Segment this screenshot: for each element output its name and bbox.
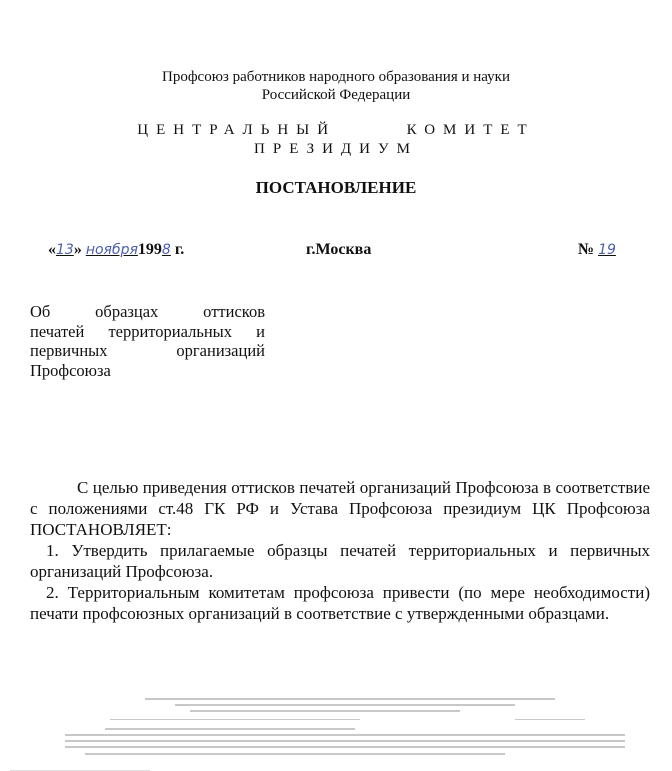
resolution-item-1: 1. Утвердить прилагаемые образцы печатей территориальных и первичных организаций Профсоюза.: [30, 541, 650, 581]
document-date: [48, 241, 184, 259]
quote-open: «: [48, 241, 56, 258]
subject-line: Об образцах оттисков: [30, 302, 265, 321]
document-number: [578, 241, 616, 259]
subject-line: Профсоюза: [30, 360, 111, 380]
handwritten-number: 19: [598, 242, 616, 258]
handwritten-year-digit: 8: [161, 242, 171, 258]
quote-close: »: [73, 241, 82, 258]
handwritten-day: 13: [56, 242, 74, 258]
subject-line: печатей территориальных и: [30, 321, 265, 341]
year-prefix: 199: [137, 241, 162, 258]
committee-heading: ЦЕНТРАЛЬНЫЙ КОМИТЕТ: [137, 122, 535, 138]
subject-line: первичных организаций: [30, 341, 265, 360]
presidium-heading: ПРЕЗИДИУМ: [254, 141, 418, 157]
document-body: [30, 477, 650, 624]
resolution-item-2: 2. Территориальным комитетам профсоюза привести (по мере необходимости) печати профсоюзных организаций в соответствие с утвержденными образцами.: [30, 583, 650, 623]
organization-name: [0, 68, 672, 104]
reverse-side-bleed-through: [0, 690, 672, 765]
number-label: №: [578, 241, 595, 258]
org-line-1: Профсоюз работников народного образования и науки: [162, 69, 510, 85]
org-line-2: Российской Федерации: [261, 87, 411, 103]
handwritten-month: ноября: [85, 242, 138, 258]
document-type-title: ПОСТАНОВЛЕНИЕ: [255, 178, 417, 197]
year-suffix: г.: [170, 241, 185, 258]
document-subject: [30, 302, 265, 380]
document-city: г.Москва: [306, 241, 372, 258]
preamble-paragraph: С целью приведения оттисков печатей организаций Профсоюза в соответствие с положениями ст.48 ГК РФ и Устава Профсоюза президиум ЦК Профсоюза ПОСТАНОВЛЯЕТ:: [30, 478, 650, 539]
